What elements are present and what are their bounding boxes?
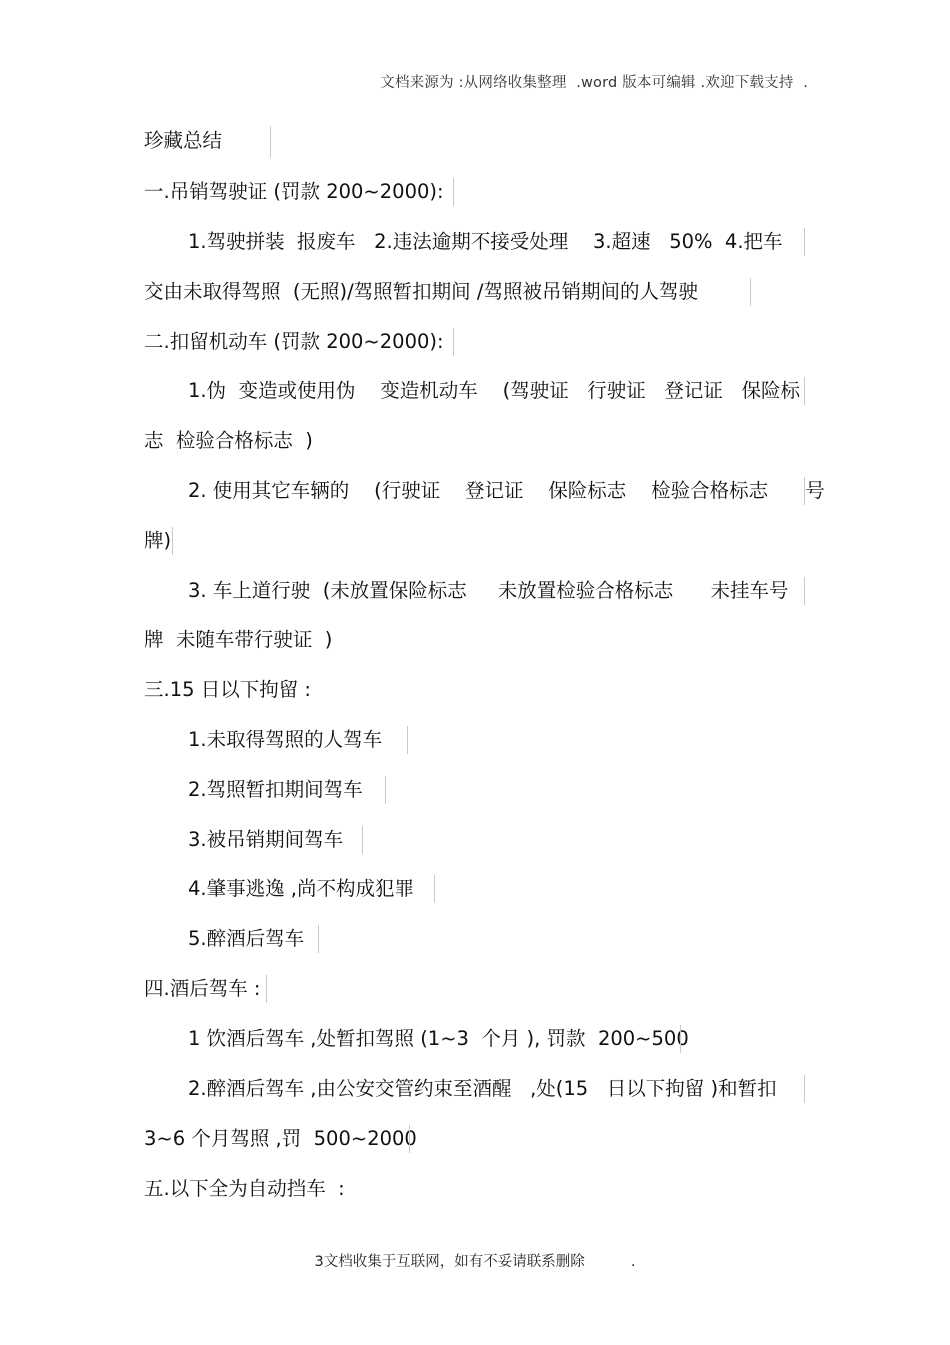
list-item: 1.未取得驾照的人驾车 bbox=[188, 728, 383, 751]
list-item-rule bbox=[407, 726, 408, 754]
list-item-rule bbox=[434, 875, 435, 903]
section-heading-4: 四.酒后驾车 : bbox=[144, 977, 261, 1000]
paragraph-line: 牌 未随车带行驶证 ) bbox=[144, 628, 333, 651]
section-1-rule bbox=[453, 178, 454, 206]
list-item-rule bbox=[362, 826, 363, 854]
list-item: 5.醉酒后驾车 bbox=[188, 927, 305, 950]
paragraph-line: 3~6 个月驾照 ,罚 500~2000 bbox=[144, 1127, 417, 1150]
paragraph-rule bbox=[804, 1075, 805, 1103]
paragraph-rule bbox=[680, 1025, 681, 1053]
section-4-rule bbox=[266, 975, 267, 1003]
list-item-rule bbox=[318, 925, 319, 953]
title-rule bbox=[270, 126, 271, 158]
section-heading-1: 一.吊销驾驶证 (罚款 200~2000): bbox=[144, 180, 444, 203]
page-header: 文档来源为 :从网络收集整理 .word 版本可编辑 .欢迎下载支持 . bbox=[380, 75, 808, 91]
list-item: 3.被吊销期间驾车 bbox=[188, 828, 344, 851]
list-item: 4.肇事逃逸 ,尚不构成犯罪 bbox=[188, 877, 415, 900]
page-footer: 3文档收集于互联网，如有不妥请联系删除 . bbox=[314, 1254, 636, 1270]
paragraph-rule bbox=[804, 477, 805, 505]
paragraph-line: 1.驾驶拼装 报废车 2.违法逾期不接受处理 3.超速 50% 4.把车 bbox=[188, 230, 783, 253]
paragraph-line: 交由未取得驾照 (无照)/驾照暂扣期间 /驾照被吊销期间的人驾驶 bbox=[144, 280, 698, 303]
paragraph-rule bbox=[172, 527, 173, 555]
section-2-rule bbox=[453, 328, 454, 356]
section-heading-5: 五.以下全为自动挡车 : bbox=[144, 1177, 345, 1200]
paragraph-rule bbox=[750, 278, 751, 306]
paragraph-line: 3. 车上道行驶 (未放置保险标志 未放置检验合格标志 未挂车号 bbox=[188, 579, 789, 602]
paragraph-line: 1.伪 变造或使用伪 变造机动车 (驾驶证 行驶证 登记证 保险标 bbox=[188, 379, 800, 402]
paragraph-line: 2.醉酒后驾车 ,由公安交管约束至酒醒 ,处(15 日以下拘留 )和暂扣 bbox=[188, 1077, 777, 1100]
paragraph-rule bbox=[409, 1125, 410, 1153]
paragraph-line: 2. 使用其它车辆的 (行驶证 登记证 保险标志 检验合格标志 号 bbox=[188, 479, 825, 502]
section-heading-3: 三.15 日以下拘留 : bbox=[144, 678, 311, 701]
list-item: 2.驾照暂扣期间驾车 bbox=[188, 778, 363, 801]
list-item-rule bbox=[385, 776, 386, 804]
paragraph-line: 1 饮酒后驾车 ,处暂扣驾照 (1~3 个月 ), 罚款 200~500 bbox=[188, 1027, 689, 1050]
paragraph-line: 牌) bbox=[144, 529, 172, 552]
paragraph-rule bbox=[804, 377, 805, 405]
paragraph-rule bbox=[804, 228, 805, 256]
paragraph-rule bbox=[804, 577, 805, 605]
document-title: 珍藏总结 bbox=[144, 129, 223, 152]
section-heading-2: 二.扣留机动车 (罚款 200~2000): bbox=[144, 330, 444, 353]
paragraph-line: 志 检验合格标志 ) bbox=[144, 429, 313, 452]
